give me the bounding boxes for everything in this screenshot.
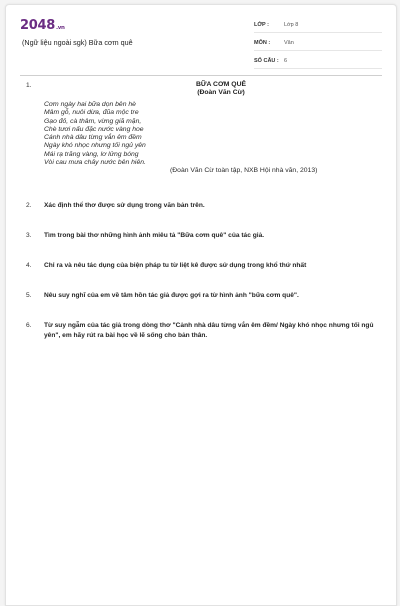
meta-key: LỚP :: [254, 21, 269, 28]
meta-table: [254, 17, 382, 71]
poem-line: Ngày khó nhọc nhưng tối ngủ yên: [44, 142, 146, 150]
meta-row-subject: [254, 35, 382, 51]
question-number: 5.: [26, 292, 32, 299]
meta-value: Văn: [284, 39, 294, 46]
poem-line: Vòi cau mưa chảy nước bên hiên.: [44, 159, 146, 167]
question-number: 1.: [26, 82, 32, 89]
poem-author: (Đoàn Văn Cừ): [197, 89, 245, 96]
poem-title: BỮA CƠM QUÊ: [195, 81, 247, 88]
question-text: Xác định thể thơ được sử dụng trong văn bản trên.: [44, 202, 205, 209]
header-divider: [20, 75, 382, 76]
question-text: Chỉ ra và nêu tác dụng của biện pháp tu từ liệt kê được sử dụng trong khổ thứ nhất: [44, 262, 307, 269]
question-3: [22, 231, 380, 241]
meta-value: Lớp 8: [284, 21, 299, 28]
worksheet-header: [6, 5, 396, 75]
question-text: Tìm trong bài thơ những hình ảnh miêu tả "Bữa cơm quê" của tác giả.: [44, 232, 265, 239]
question-number: 3.: [26, 232, 32, 239]
question-number: 4.: [26, 262, 32, 269]
worksheet-page: [5, 4, 397, 606]
question-2: [22, 201, 380, 211]
worksheet-title: (Ngữ liệu ngoài sgk) Bữa cơm quê: [22, 38, 133, 47]
poem-line: Chè tươi nấu đặc nước vàng hoe: [44, 125, 144, 133]
poem-line: Mâm gỗ, nuôi dừa, đũa mộc tre: [44, 109, 139, 117]
poem-line: Cơm ngày hai bữa dọn bên hè: [44, 101, 136, 108]
question-1: [22, 81, 380, 175]
site-logo[interactable]: [20, 18, 65, 33]
logo-number: 2048: [20, 18, 55, 33]
poem-source: (Đoàn Văn Cừ toàn tập, NXB Hội nhà văn, 2013): [170, 167, 318, 175]
poem-lines: [44, 101, 380, 167]
meta-row-class: [254, 17, 382, 33]
question-number: 6.: [26, 322, 32, 329]
logo-tld: .vn: [55, 25, 65, 31]
question-5: [22, 291, 380, 301]
question-text: Từ suy ngẫm của tác giả trong dòng thơ "Cảnh nhà dâu từng vắn êm đềm/ Ngày khó nhọc nhưng tối ngủ yên", em hãy rút ra bài học về lẽ sống cho bản thân.: [44, 322, 374, 339]
meta-key: MÔN :: [254, 39, 271, 46]
meta-row-question-count: [254, 53, 382, 69]
question-number: 2.: [26, 202, 32, 209]
meta-value: 6: [284, 57, 288, 64]
question-text: Nêu suy nghĩ của em về tâm hồn tác giả được gợi ra từ hình ảnh "bữa cơm quê".: [44, 292, 299, 299]
question-4: [22, 261, 380, 271]
poem-line: Gạo đỏ, cà thâm, vừng giã mặn,: [44, 117, 142, 125]
meta-key: SỐ CÂU :: [254, 57, 279, 64]
question-6: [22, 321, 380, 341]
poem-line: Mái rạ trăng vàng, lơ lửng bóng: [44, 150, 139, 158]
poem-line: Cánh nhà dâu từng vắn êm đềm: [44, 134, 142, 142]
